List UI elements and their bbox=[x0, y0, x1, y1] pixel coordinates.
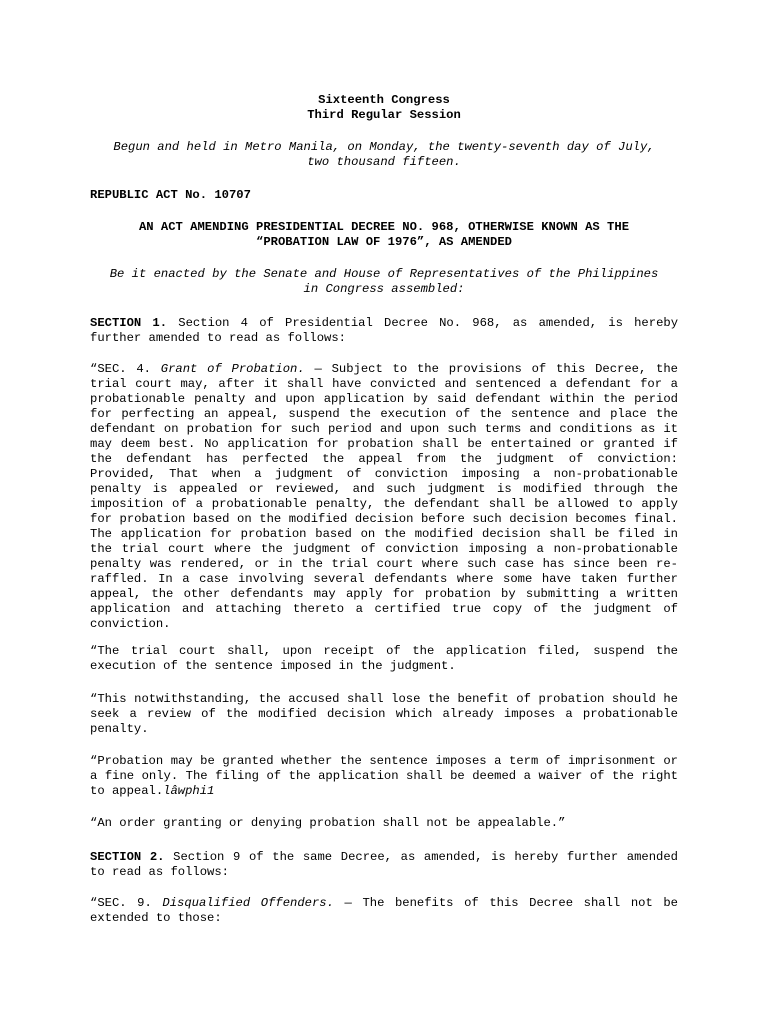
sec-9-body: — The benefits of this Decree shall not be extended to those: bbox=[90, 896, 679, 925]
section-1-label: SECTION 1. bbox=[90, 316, 168, 330]
session-name: Third Regular Session bbox=[307, 108, 461, 122]
sec-4-body: — Subject to the provisions of this Decree, the trial court may, after it shall have convicted and sentenced a defendant for a probationable penalty and upon application by said defendant within the period for perfecting an appeal, suspend the execution of the sentence and place the defendant on probation for such period and upon such terms and conditions as it may deem best. No application for probation shall be entertained or granted if the defendant has perfected the appeal from the judgment of conviction: Provided, That when a judgment of conviction imposing a non-probationable penalty is appealed or reviewed, and such judgment is modified through the imposition of a probationable penalty, the defendant shall be allowed to apply for probation based on the modified decision before such decision becomes final. The application for probation based on the modified decision shall be filed in the trial court where the judgment of conviction imposing a non-probationable penalty was rendered, or in the trial court where such case has since been re-raffled. In a case involving several defendants where some have taken further appeal, the other defendants may apply for probation by submitting a written application and attaching thereto a certified true copy of the judgment of conviction. bbox=[90, 362, 678, 631]
fine-paragraph bbox=[90, 754, 678, 799]
notwithstanding-paragraph: “This notwithstanding, the accused shall lose the benefit of probation should he seek a review of the modified decision which already imposes a probationable penalty. bbox=[90, 692, 678, 736]
begun-line-1: Begun and held in Metro Manila, on Monday, the twenty-seventh day of July, bbox=[113, 140, 655, 154]
sec-4-heading: Grant of Probation. bbox=[160, 362, 305, 376]
enacting-line-1: Be it enacted by the Senate and House of Representatives of the Philippines bbox=[109, 267, 659, 281]
enacting-clause bbox=[90, 267, 678, 297]
act-title bbox=[90, 220, 678, 250]
act-title-line-1: AN ACT AMENDING PRESIDENTIAL DECREE NO. 968, OTHERWISE KNOWN AS THE bbox=[138, 220, 630, 234]
enacting-line-2: in Congress assembled: bbox=[303, 282, 465, 296]
section-1-paragraph bbox=[90, 316, 678, 346]
watermark-text: lâwphi1 bbox=[163, 784, 215, 798]
act-title-line-2: “PROBATION LAW OF 1976”, AS AMENDED bbox=[256, 235, 512, 249]
order-paragraph: “An order granting or denying probation shall not be appealable.” bbox=[90, 816, 566, 830]
section-2-text: Section 9 of the same Decree, as amended, is hereby further amended to read as follows: bbox=[90, 850, 678, 879]
section-1-text: Section 4 of Presidential Decree No. 968, as amended, is hereby further amended to read as follows: bbox=[90, 316, 679, 345]
fine-text: “Probation may be granted whether the sentence imposes a term of imprisonment or a fine only. The filing of the application shall be deemed a waiver of the right to appeal. bbox=[90, 754, 678, 798]
congress-name: Sixteenth Congress bbox=[318, 93, 450, 107]
section-2-paragraph bbox=[90, 850, 678, 880]
sec-9-heading: Disqualified Offenders. bbox=[162, 896, 334, 910]
sec-4-prefix: “SEC. 4. bbox=[90, 362, 161, 376]
sec-9-prefix: “SEC. 9. bbox=[90, 896, 163, 910]
begun-line-2: two thousand fifteen. bbox=[307, 155, 461, 169]
begun-statement bbox=[90, 140, 678, 170]
act-number: REPUBLIC ACT No. 10707 bbox=[90, 188, 251, 202]
section-2-label: SECTION 2. bbox=[90, 850, 165, 864]
trial-court-paragraph: “The trial court shall, upon receipt of the application filed, suspend the execution of the sentence imposed in the judgment. bbox=[90, 644, 678, 673]
sec-9-paragraph bbox=[90, 896, 678, 926]
congress-header bbox=[90, 93, 678, 123]
sec-4-paragraph bbox=[90, 362, 678, 632]
